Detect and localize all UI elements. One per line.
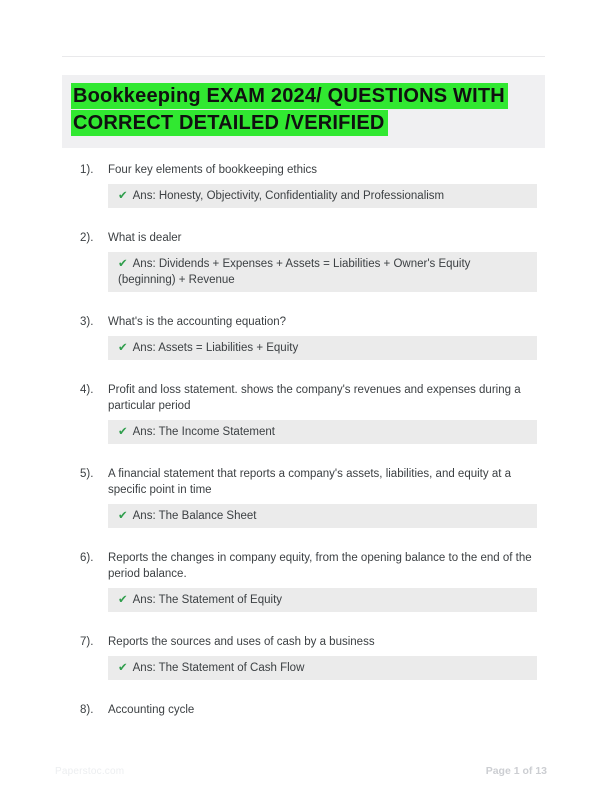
answer-text: Ans: Dividends + Expenses + Assets = Liabilities + Owner's Equity (beginning) + Revenue [118,258,471,286]
question-text: Reports the sources and uses of cash by a business [108,636,375,648]
question-item-5 [62,466,545,528]
answer-box [108,336,537,360]
question-item-3 [62,314,545,360]
question-number: 1). [80,164,94,176]
question-item-7 [62,634,545,680]
question-item-8 [62,702,545,718]
answer-text: Ans: The Statement of Equity [132,594,283,606]
answer-box [108,252,537,292]
check-icon: ✔ [118,258,128,270]
question-item-6 [62,550,545,612]
question-number: 7). [80,636,94,648]
question-number: 8). [80,704,94,716]
question-list [62,162,545,740]
page-title-line-1 [71,83,536,110]
answer-text: Ans: Assets = Liabilities + Equity [132,342,299,354]
question-number: 5). [80,468,94,480]
answer-text: Ans: The Income Statement [132,426,275,438]
question-number: 3). [80,316,94,328]
title-block [62,75,545,148]
watermark-text: Paperstoc.com [55,766,125,777]
answer-box [108,656,537,680]
answer-box [108,588,537,612]
check-icon: ✔ [118,190,128,202]
question-item-1 [62,162,545,208]
question-text: Profit and loss statement. shows the company's revenues and expenses during a particular period [108,384,521,412]
question-item-2 [62,230,545,292]
answer-box [108,184,537,208]
page-number-indicator: Page 1 of 13 [485,765,547,777]
title-highlight: CORRECT DETAILED /VERIFIED [71,110,388,136]
answer-text: Ans: The Balance Sheet [132,510,257,522]
question-number: 6). [80,552,94,564]
question-item-4 [62,382,545,444]
page-footer [55,765,547,777]
question-number: 2). [80,232,94,244]
check-icon: ✔ [118,662,128,674]
check-icon: ✔ [118,342,128,354]
question-text: Four key elements of bookkeeping ethics [108,164,318,176]
answer-box [108,420,537,444]
question-text: What is dealer [108,232,182,244]
question-number: 4). [80,384,94,396]
check-icon: ✔ [118,510,128,522]
question-text: Reports the changes in company equity, from the opening balance to the end of the period balance. [108,552,532,580]
page-title-line-2 [71,110,536,137]
title-highlight: Bookkeeping EXAM 2024/ QUESTIONS WITH [71,83,508,109]
check-icon: ✔ [118,426,128,438]
answer-box [108,504,537,528]
check-icon: ✔ [118,594,128,606]
question-text: A financial statement that reports a company's assets, liabilities, and equity at a specific point in time [108,468,511,496]
question-text: Accounting cycle [108,704,195,716]
header-divider [62,56,545,57]
answer-text: Ans: Honesty, Objectivity, Confidentiality and Professionalism [132,190,445,202]
question-text: What's is the accounting equation? [108,316,287,328]
answer-text: Ans: The Statement of Cash Flow [132,662,305,674]
